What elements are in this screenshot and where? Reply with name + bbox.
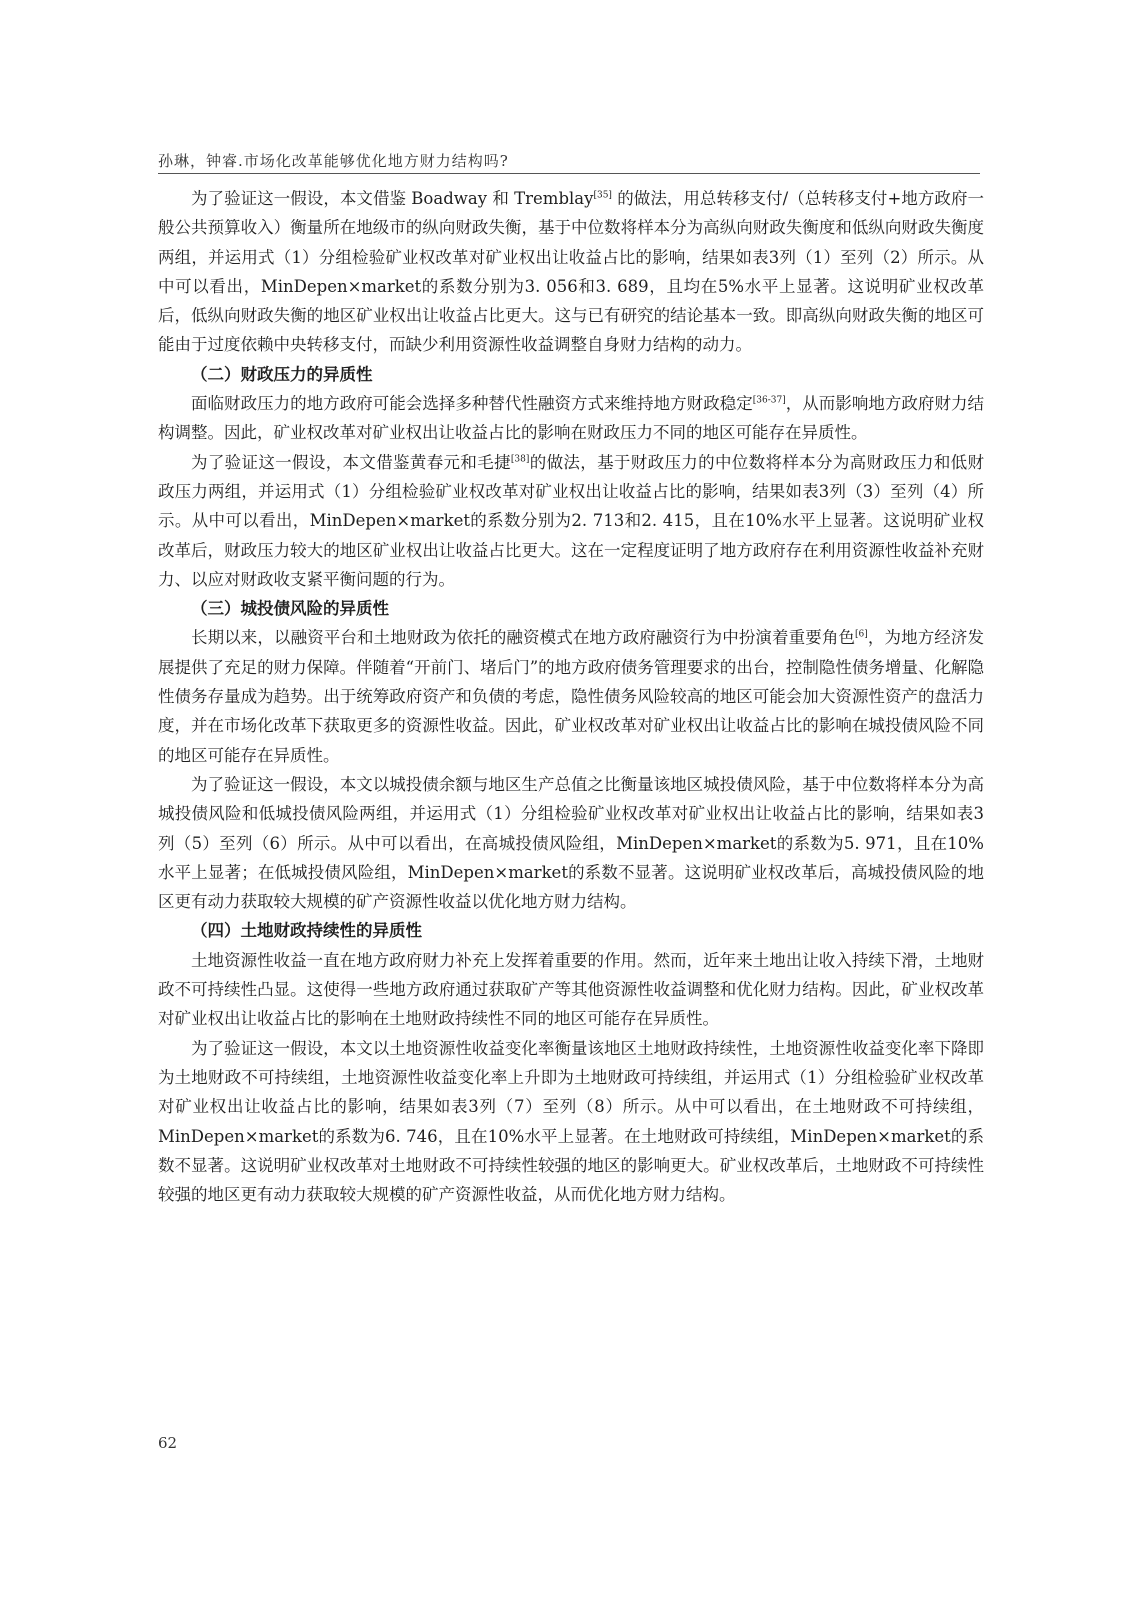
paragraph-vertical-imbalance-test bbox=[158, 184, 984, 360]
citation-ref: [38] bbox=[510, 454, 530, 465]
citation-ref: [36-37] bbox=[752, 395, 786, 406]
text-span: 的做法，基于财政压力的中位数将样本分为高财政压力和低财政压力两组，并运用式（1）分组检验矿业权改革对矿业权出让收益占比的影响，结果如表3列（3）至列（4）所示。从中可以看出，MinDepen×market的系数分别为2. 713和2. 415，且在10%水平上显著。这说明矿业权改革后，财政压力较大的地区矿业权出让收益占比更大。这在一定程度证明了地方政府存在利用资源性收益补充财力、以应对财政收支紧平衡问题的行为。 bbox=[158, 452, 985, 589]
paragraph-fiscal-pressure-intro bbox=[158, 389, 984, 448]
paragraph-urban-debt-intro bbox=[158, 623, 984, 769]
paragraph-land-finance-intro: 土地资源性收益一直在地方政府财力补充上发挥着重要的作用。然而，近年来土地出让收入持续下滑，土地财政不可持续性凸显。这使得一些地方政府通过获取矿产等其他资源性收益调整和优化财力结构。因此，矿业权改革对矿业权出让收益占比的影响在土地财政持续性不同的地区可能存在异质性。 bbox=[158, 950, 984, 1029]
text-span: ，从而影响地方政府财力结构调整。因此，矿业权改革对矿业权出让收益占比的影响在财政压力不同的地区可能存在异质性。 bbox=[158, 394, 985, 443]
paragraph-urban-debt-test: 为了验证这一假设，本文以城投债余额与地区生产总值之比衡量该地区城投债风险，基于中位数将样本分为高城投债风险和低城投债风险两组，并运用式（1）分组检验矿业权改革对矿业权出让收益占比的影响，结果如表3列（5）至列（6）所示。从中可以看出，在高城投债风险组，MinDepen×market的系数为5. 971，且在10%水平上显著；在低城投债风险组，MinDepen×market的系数不显著。这说明矿业权改革后，高城投债风险的地区更有动力获取较大规模的矿产资源性收益以优化地方财力结构。 bbox=[158, 774, 984, 912]
text-span: 为了验证这一假设，本文借鉴 Boadway 和 Tremblay bbox=[191, 189, 594, 208]
text-span: 的做法，用总转移支付/（总转移支付+地方政府一般公共预算收入）衡量所在地级市的纵向财政失衡，基于中位数将样本分为高纵向财政失衡度和低纵向财政失衡度两组，并运用式（1）分组检验矿业权改革对矿业权出让收益占比的影响，结果如表3列（1）至列（2）所示。从中可以看出，MinDepen×market的系数分别为3. 056和3. 689，且均在5%水平上显著。这说明矿业权改革后，低纵向财政失衡的地区矿业权出让收益占比更大。这与已有研究的结论基本一致。即高纵向财政失衡的地区可能由于过度依赖中央转移支付，而缺少利用资源性收益调整自身财力结构的动力。 bbox=[158, 189, 984, 355]
section-heading-urban-debt-risk: （三）城投债风险的异质性 bbox=[191, 599, 389, 619]
running-header: 孙琳，钟睿.市场化改革能够优化地方财力结构吗? bbox=[158, 152, 509, 170]
section-heading-land-finance: （四）土地财政持续性的异质性 bbox=[191, 921, 422, 941]
header-rule bbox=[158, 173, 980, 174]
section-heading-fiscal-pressure: （二）财政压力的异质性 bbox=[191, 364, 373, 384]
text-span: 为了验证这一假设，本文借鉴黄春元和毛捷 bbox=[191, 452, 511, 472]
text-span: 长期以来，以融资平台和土地财政为依托的融资模式在地方政府融资行为中扮演着重要角色 bbox=[191, 628, 856, 648]
text-span: ，为地方经济发展提供了充足的财力保障。伴随着“开前门、堵后门”的地方政府债务管理要求的出台，控制隐性债务增量、化解隐性债务存量成为趋势。出于统筹政府资产和负债的考虑，隐性债务风险较高的地区可能会加大资源性资产的盘活力度，并在市场化改革下获取更多的资源性收益。因此，矿业权改革对矿业权出让收益占比的影响在城投债风险不同的地区可能存在异质性。 bbox=[158, 628, 985, 765]
citation-ref: [6] bbox=[855, 629, 868, 640]
paragraph-fiscal-pressure-test bbox=[158, 448, 984, 594]
body-text bbox=[158, 184, 984, 1209]
page-number: 62 bbox=[158, 1434, 178, 1452]
citation-ref: [35] bbox=[593, 190, 612, 201]
paragraph-land-finance-test: 为了验证这一假设，本文以土地资源性收益变化率衡量该地区土地财政持续性，土地资源性收益变化率下降即为土地财政不可持续组，土地资源性收益变化率上升即为土地财政可持续组，并运用式（1）分组检验矿业权改革对矿业权出让收益占比的影响，结果如表3列（7）至列（8）所示。从中可以看出，在土地财政不可持续组，MinDepen×market的系数为6. 746，且在10%水平上显著。在土地财政可持续组，MinDepen×market的系数不显著。这说明矿业权改革对土地财政不可持续性较强的地区的影响更大。矿业权改革后，土地财政不可持续性较强的地区更有动力获取较大规模的矿产资源性收益，从而优化地方财力结构。 bbox=[158, 1038, 984, 1205]
text-span: 面临财政压力的地方政府可能会选择多种替代性融资方式来维持地方财政稳定 bbox=[191, 394, 753, 414]
